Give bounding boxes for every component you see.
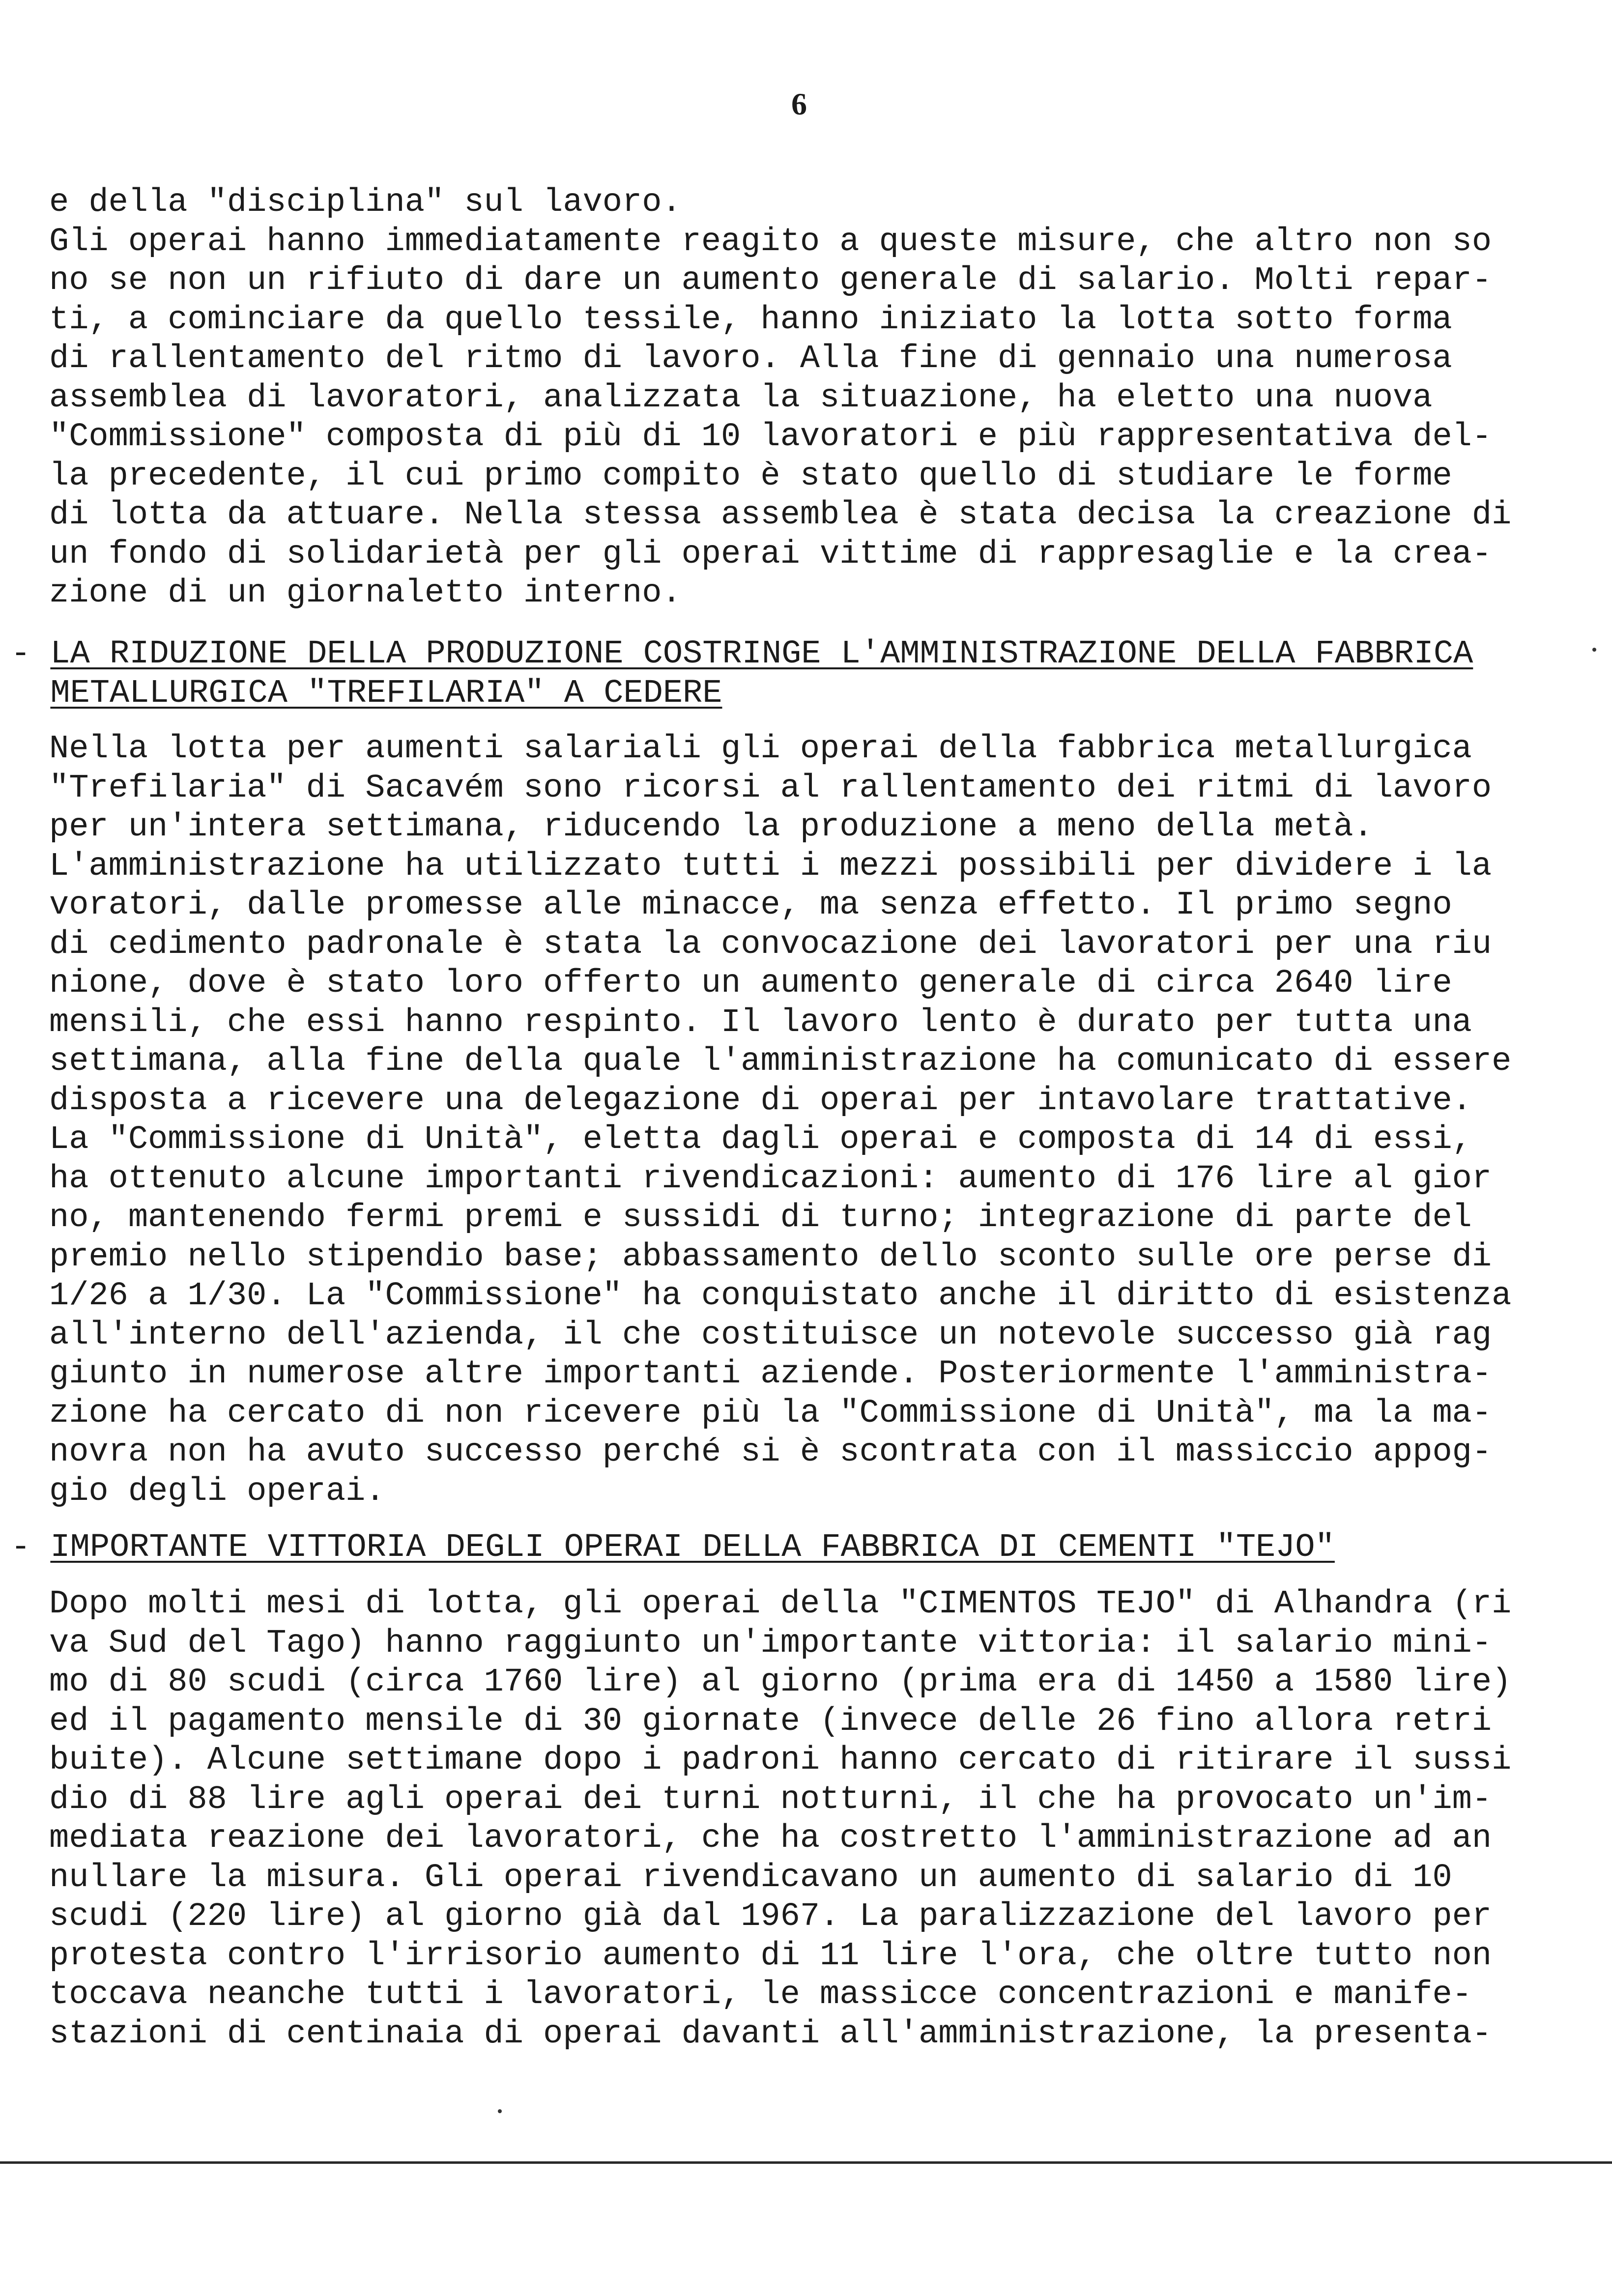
text-line: dio di 88 lire agli operai dei turni notturni, il che ha provocato un'im- xyxy=(49,1780,1492,1818)
text-line: Nella lotta per aumenti salariali gli operai della fabbrica metallurgica xyxy=(49,730,1472,768)
text-line: toccava neanche tutti i lavoratori, le massicce concentrazioni e manife- xyxy=(49,1976,1472,2013)
bottom-rule xyxy=(0,2161,1612,2164)
text-line: di lotta da attuare. Nella stessa assemblea è stata decisa la creazione di xyxy=(49,496,1512,534)
text-line: la precedente, il cui primo compito è stato quello di studiare le forme xyxy=(49,457,1452,495)
text-line: scudi (220 lire) al giorno già dal 1967. La paralizzazione del lavoro per xyxy=(49,1898,1492,1935)
text-line: disposta a ricevere una delegazione di operai per intavolare trattative. xyxy=(49,1082,1472,1119)
text-line: zione di un giornaletto interno. xyxy=(49,574,682,612)
heading-text: LA RIDUZIONE DELLA PRODUZIONE COSTRINGE L'AMMINISTRAZIONE DELLA FABBRICA xyxy=(50,635,1473,673)
text-line: di rallentamento del ritmo di lavoro. Alla fine di gennaio una numerosa xyxy=(49,340,1452,377)
text-line: stazioni di centinaia di operai davanti all'amministrazione, la presenta- xyxy=(49,2015,1492,2053)
text-line: no, mantenendo fermi premi e sussidi di turno; integrazione di parte del xyxy=(49,1199,1472,1236)
text-line: "Commissione" composta di più di 10 lavoratori e più rappresentativa del- xyxy=(49,418,1492,456)
text-line: mediata reazione dei lavoratori, che ha costretto l'amministrazione ad an xyxy=(49,1820,1492,1857)
heading-line xyxy=(11,1528,1335,1568)
text-line: "Trefilaria" di Sacavém sono ricorsi al rallentamento dei ritmi di lavoro xyxy=(49,769,1492,807)
text-line: L'amministrazione ha utilizzato tutti i mezzi possibili per dividere i la xyxy=(49,847,1492,885)
text-line: all'interno dell'azienda, il che costituisce un notevole successo già rag xyxy=(49,1316,1492,1354)
text-line: un fondo di solidarietà per gli operai vittime di rappresaglie e la crea- xyxy=(49,535,1492,573)
section-heading-trefilaria xyxy=(11,635,1473,713)
text-line: protesta contro l'irrisorio aumento di 11 lire l'ora, che oltre tutto non xyxy=(49,1937,1492,1975)
heading-line xyxy=(11,674,1473,714)
heading-line xyxy=(11,635,1473,674)
text-line: zione ha cercato di non ricevere più la "Commissione di Unità", ma la ma- xyxy=(49,1394,1492,1432)
text-line: mensili, che essi hanno respinto. Il lavoro lento è durato per tutta una xyxy=(49,1004,1472,1041)
heading-dash: - xyxy=(11,1529,51,1566)
text-line: Dopo molti mesi di lotta, gli operai della "CIMENTOS TEJO" di Alhandra (ri xyxy=(49,1585,1512,1623)
paragraph-2 xyxy=(49,730,1553,1511)
heading-text: IMPORTANTE VITTORIA DEGLI OPERAI DELLA FABBRICA DI CEMENTI "TEJO" xyxy=(50,1529,1335,1566)
heading-dash xyxy=(11,675,50,712)
text-line: voratori, dalle promesse alle minacce, ma senza effetto. Il primo segno xyxy=(49,887,1452,924)
text-line: Gli operai hanno immediatamente reagito a queste misure, che altro non so xyxy=(49,223,1492,260)
paragraph-3 xyxy=(49,1585,1553,2054)
text-line: ed il pagamento mensile di 30 giornate (invece delle 26 fino allora retri xyxy=(49,1702,1492,1740)
text-line: novra non ha avuto successo perché si è scontrata con il massiccio appog- xyxy=(49,1434,1492,1471)
text-line: assemblea di lavoratori, analizzata la situazione, ha eletto una nuova xyxy=(49,379,1433,417)
text-line: nione, dove è stato loro offerto un aumento generale di circa 2640 lire xyxy=(49,965,1452,1002)
text-line: per un'intera settimana, riducendo la produzione a meno della metà. xyxy=(49,808,1373,846)
page-number: 6 xyxy=(791,86,807,121)
text-line: buite). Alcune settimane dopo i padroni hanno cercato di ritirare il sussi xyxy=(49,1742,1512,1779)
text-line: premio nello stipendio base; abbassamento dello sconto sulle ore perse di xyxy=(49,1238,1492,1276)
text-line: va Sud del Tago) hanno raggiunto un'importante vittoria: il salario mini- xyxy=(49,1624,1492,1662)
text-line: e della "disciplina" sul lavoro. xyxy=(49,184,682,221)
text-line: mo di 80 scudi (circa 1760 lire) al giorno (prima era di 1450 a 1580 lire) xyxy=(49,1664,1512,1701)
heading-text: METALLURGICA "TREFILARIA" A CEDERE xyxy=(50,674,722,712)
text-line: La "Commissione di Unità", eletta dagli operai e composta di 14 di essi, xyxy=(49,1121,1472,1158)
text-line: ha ottenuto alcune importanti rivendicazioni: aumento di 176 lire al gior xyxy=(49,1160,1492,1198)
text-line: ti, a cominciare da quello tessile, hanno iniziato la lotta sotto forma xyxy=(49,301,1452,339)
section-heading-tejo xyxy=(11,1528,1335,1568)
text-line: di cedimento padronale è stata la convocazione dei lavoratori per una riu xyxy=(49,925,1492,963)
text-line: gio degli operai. xyxy=(49,1472,385,1510)
text-line: nullare la misura. Gli operai rivendicavano un aumento di salario di 10 xyxy=(49,1859,1452,1896)
stray-mark xyxy=(1592,648,1596,652)
text-line: settimana, alla fine della quale l'amministrazione ha comunicato di essere xyxy=(49,1043,1512,1080)
heading-dash: - xyxy=(11,635,51,673)
text-line: 1/26 a 1/30. La "Commissione" ha conquistato anche il diritto di esistenza xyxy=(49,1277,1512,1315)
text-line: giunto in numerose altre importanti aziende. Posteriormente l'amministra- xyxy=(49,1355,1492,1393)
paragraph-1 xyxy=(49,183,1553,613)
text-line: no se non un rifiuto di dare un aumento generale di salario. Molti repar- xyxy=(49,262,1492,299)
stray-mark xyxy=(498,2109,502,2113)
